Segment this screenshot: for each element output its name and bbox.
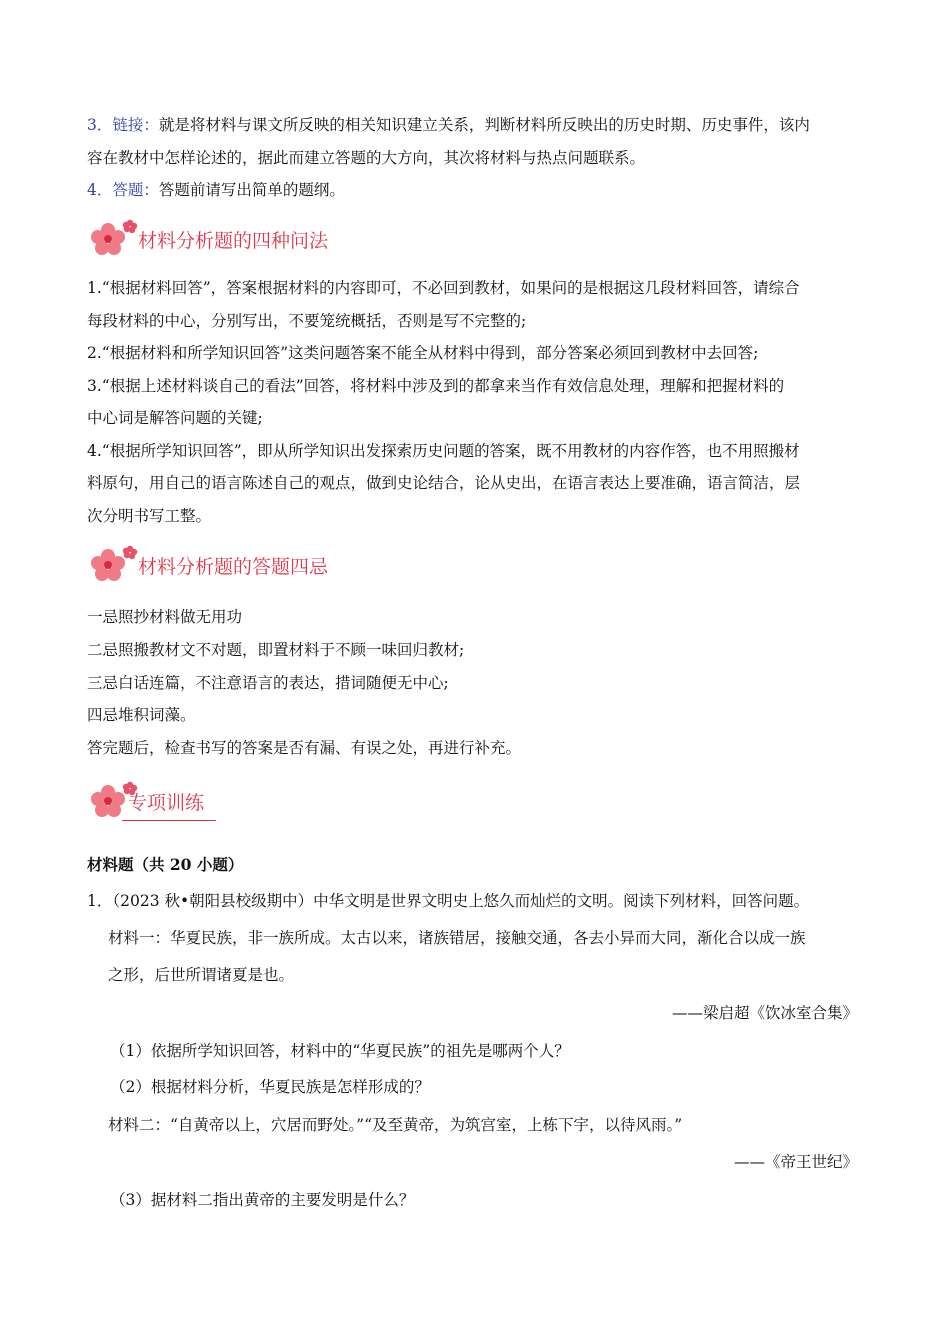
heading-four-taboos: [88, 542, 368, 588]
method-line: 每段材料的中心，分别写出，不要笼统概括，否则是写不完整的;: [87, 312, 527, 330]
heading3-text: 专项训练: [128, 792, 205, 814]
method-line: 次分明书写工整。: [87, 507, 212, 525]
heading-special-training: [88, 778, 288, 824]
taboo-line: 一忌照抄材料做无用功: [87, 608, 243, 626]
heading1-text: 材料分析题的四种问法: [138, 230, 329, 252]
item3-line2: 容在教材中怎样论述的，据此而建立答题的大方向，其次将材料与热点问题联系。: [87, 149, 646, 167]
heading-four-question-types: [88, 216, 368, 262]
method-line: 3.“根据上述材料谈自己的看法”回答，将材料中涉及到的都拿来当作有效信息处理，理解和把握材料的: [87, 377, 785, 395]
item4-line: [87, 180, 345, 200]
sub-question-3: （3）据材料二指出黄帝的主要发明是什么？: [110, 1191, 415, 1209]
method-line: 料原句，用自己的语言陈述自己的观点，做到史论结合，论从史出，在语言表达上要准确，语言简洁，层: [87, 474, 801, 492]
taboo-line: 三忌白话连篇，不注意语言的表达，措词随便无中心;: [87, 674, 449, 692]
exercise-section-title: 材料题（共 20 小题）: [87, 855, 244, 874]
material1-source: ——梁启超《饮冰室合集》: [671, 1004, 858, 1022]
material1-line1: 材料一：华夏民族，非一族所成。太古以来，诸族错居，接触交通，各去小异而大同，渐化合以成一族: [108, 929, 806, 947]
taboo-line: 四忌堆积词藻。: [87, 706, 196, 724]
item4-text: 答题前请写出简单的题纲。: [158, 181, 345, 199]
taboo-line: 答完题后，检查书写的答案是否有漏、有误之处，再进行补充。: [87, 739, 522, 757]
material2-source: ——《帝王世纪》: [733, 1153, 858, 1171]
heading2-text: 材料分析题的答题四忌: [138, 556, 329, 578]
plum-blossom-icon: [88, 216, 144, 262]
question-1-stem: 1．（2023 秋•朝阳县校级期中）中华文明是世界文明史上悠久而灿烂的文明。阅读下列材料，回答问题。: [87, 892, 810, 910]
item4-label: 4．答题：: [87, 181, 159, 199]
taboo-line: 二忌照搬教材文不对题，即置材料于不顾一味回归教材;: [87, 641, 465, 659]
material2-text: 材料二：“自黄帝以上，穴居而野处。”“及至黄帝，为筑宫室，上栋下宇，以待风雨。”: [108, 1116, 683, 1134]
material1-line2: 之形，后世所谓诸夏是也。: [108, 966, 295, 984]
sub-question-2: （2）根据材料分析，华夏民族是怎样形成的？: [110, 1078, 430, 1096]
item3-line1: [87, 115, 810, 135]
method-line: 中心词是解答问题的关键;: [87, 409, 263, 427]
method-line: 2.“根据材料和所学知识回答”这类问题答案不能全从材料中得到，部分答案必须回到教材中去回答;: [87, 344, 759, 362]
plum-blossom-icon: [88, 542, 144, 588]
item3-text: 就是将材料与课文所反映的相关知识建立关系，判断材料所反映出的历史时期、历史事件，该内: [158, 116, 810, 134]
sub-question-1: （1）依据所学知识回答，材料中的“华夏民族”的祖先是哪两个人？: [110, 1042, 570, 1060]
method-line: 4.“根据所学知识回答”，即从所学知识出发探索历史问题的答案，既不用教材的内容作答，也不用照搬材: [87, 442, 800, 460]
heading3-underline: [122, 820, 216, 821]
item3-label: 3．链接：: [87, 116, 159, 134]
method-line: 1.“根据材料回答”，答案根据材料的内容即可，不必回到教材，如果问的是根据这几段材料回答，请综合: [87, 279, 800, 297]
